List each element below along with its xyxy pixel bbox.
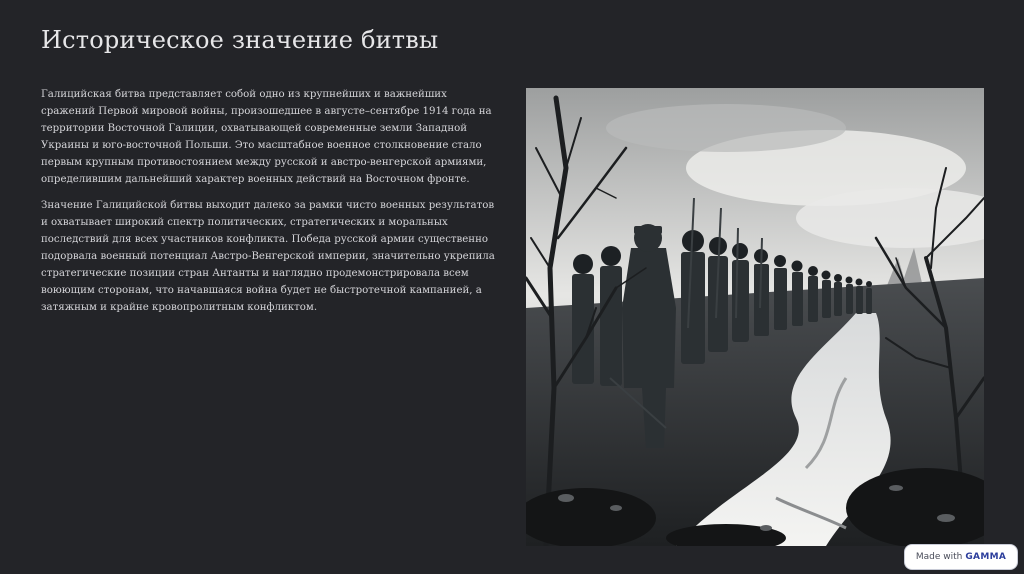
gamma-logo: GAMMA bbox=[965, 552, 1007, 562]
paragraph-1: Галицийская битва представляет собой одно из крупнейших и важнейших сражений Первой мировой войны, произошедшее в августе–сентябре 1914 года на территории Восточной Галиции, охватывающей современные земли Западной Украины и юго-восточной Польши. Это масштабное военное столкновение стало первым крупным противостоянием между русской и австро-венгерской армиями, определившим дальнейший характер военных действий на Восточном фронте. bbox=[41, 89, 492, 185]
badge-prefix: Made with bbox=[915, 552, 963, 562]
made-with-gamma-badge[interactable] bbox=[905, 545, 1017, 569]
paragraph-2: Значение Галицийской битвы выходит далеко за рамки чисто военных результатов и охватывает широкий спектр политических, стратегических и моральных последствий для всех участников конфликта. Победа русской армии существенно подорвала военный потенциал Австро-Венгерской империи, значительно укрепила стратегические позиции стран Антанты и наглядно продемонстрировала всем воюющим сторонам, что начавшаяся война будет не быстротечной кампанией, а затяжным и крайне кровопролитным конфликтом. bbox=[41, 200, 495, 313]
battle-illustration bbox=[526, 88, 984, 546]
slide-title: Историческое значение битвы bbox=[41, 26, 439, 54]
slide-body bbox=[41, 86, 501, 325]
